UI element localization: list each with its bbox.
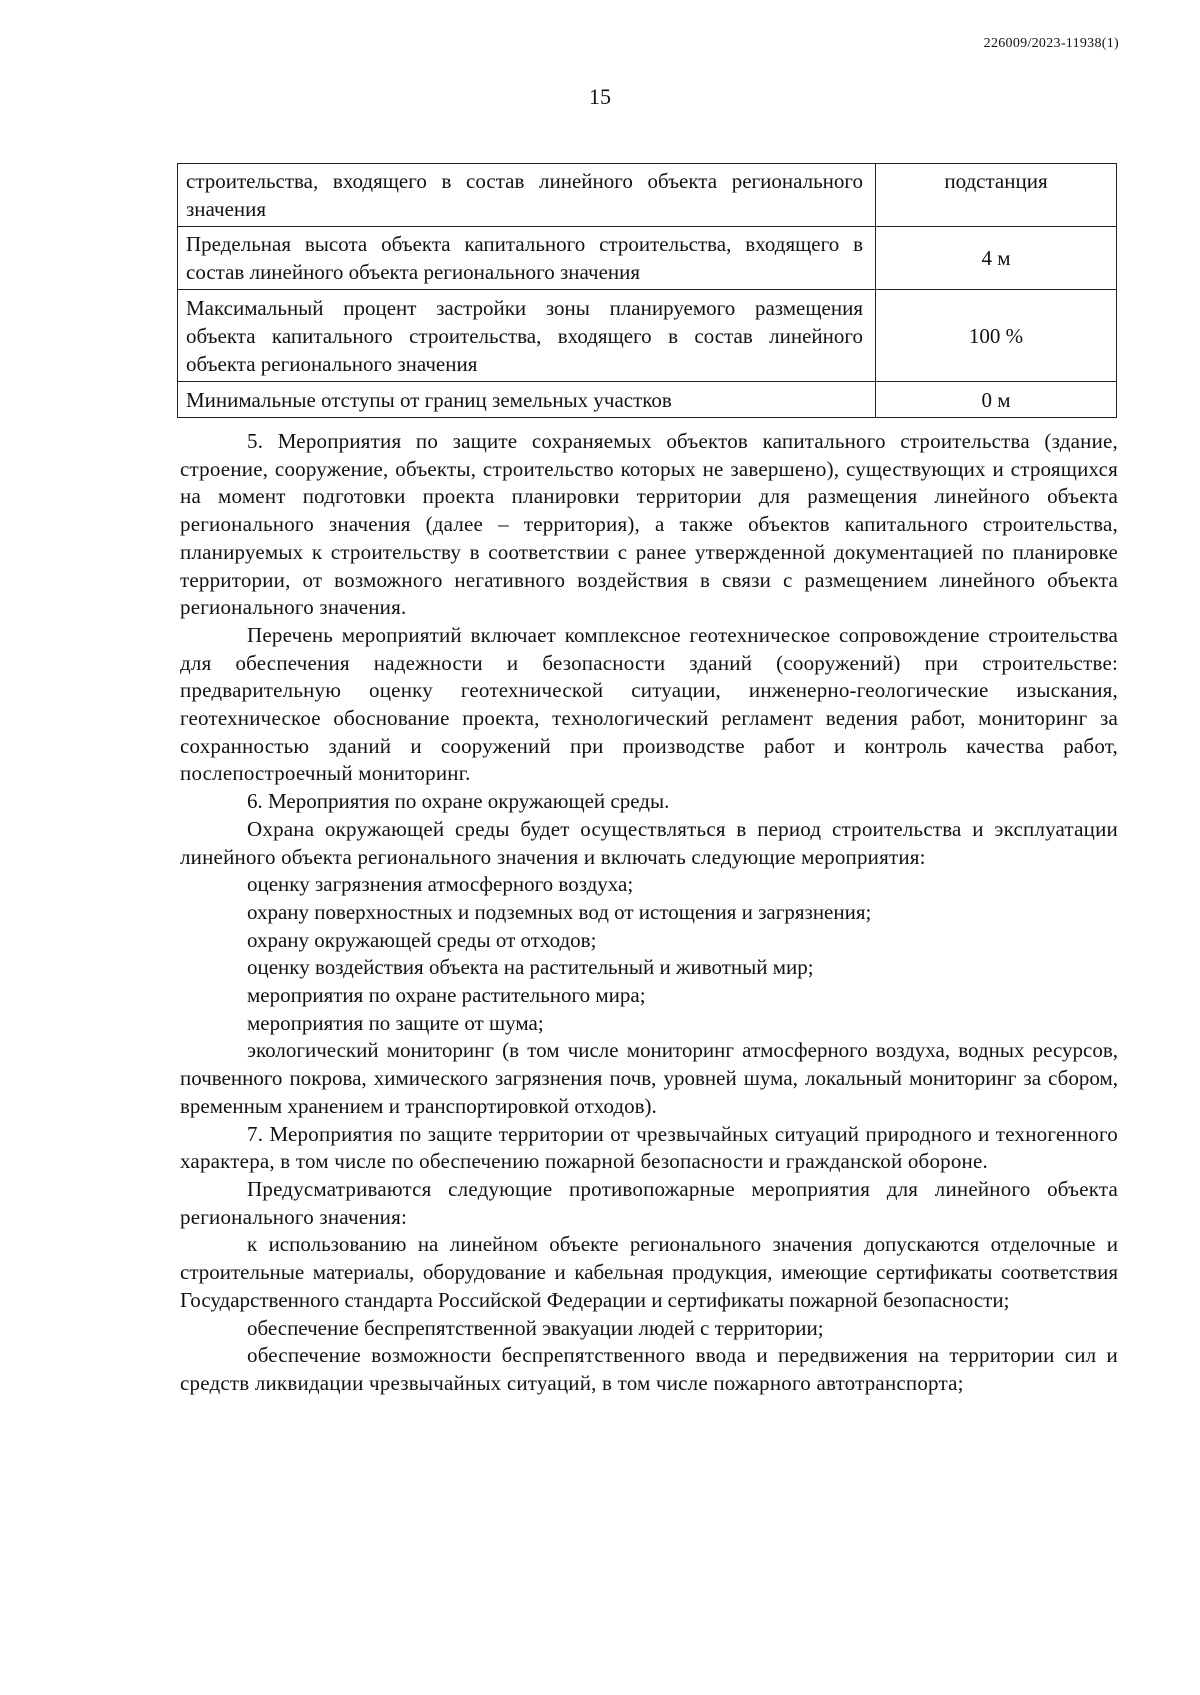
table-row [178, 382, 1117, 418]
table-cell-value: подстанция [876, 164, 1117, 227]
document-body [180, 428, 1118, 1398]
list-item: оценку воздействия объекта на растительный и животный мир; [247, 955, 814, 980]
paragraph-materials-certification: к использованию на линейном объекте регионального значения допускаются отделочные и строительные материалы, оборудование и кабельная продукция, имеющие сертификаты соответствия Государственного стандарта Российской Федерации и сертификаты пожарной безопасности; [180, 1232, 1118, 1312]
table-cell-label: Максимальный процент застройки зоны планируемого размещения объекта капитального строительства, входящего в состав линейного объекта регионального значения [178, 290, 876, 382]
paragraph-emergency-access: обеспечение возможности беспрепятственного ввода и передвижения на территории сил и средств ликвидации чрезвычайных ситуаций, в том числе пожарного автотранспорта; [180, 1343, 1118, 1395]
paragraph-geotech-measures: Перечень мероприятий включает комплексное геотехническое сопровождение строительства для обеспечения надежности и безопасности зданий (сооружений) при строительстве: предварительную оценку геотехнической ситуации, инженерно-геологические изыскания, геотехническое обоснование проекта, технологический регламент ведения работ, мониторинг за сохранностью зданий и сооружений при производстве работ и контроль качества работ, послепостроечный мониторинг. [180, 622, 1118, 786]
paragraph-environment-protection: Охрана окружающей среды будет осуществляться в период строительства и эксплуатации линейного объекта регионального значения и включать следующие мероприятия: [180, 816, 1118, 869]
parameters-table [177, 163, 1117, 418]
list-item: оценку загрязнения атмосферного воздуха; [247, 872, 634, 897]
table-row [178, 227, 1117, 290]
table-cell-label: строительства, входящего в состав линейного объекта регионального значения [178, 164, 876, 227]
page-number: 15 [589, 84, 611, 109]
table-cell-value: 0 м [876, 382, 1117, 418]
table-cell-label: Предельная высота объекта капитального строительства, входящего в состав линейного объекта регионального значения [178, 227, 876, 290]
list-item: мероприятия по охране растительного мира; [247, 983, 646, 1008]
paragraph-eco-monitoring: экологический мониторинг (в том числе мониторинг атмосферного воздуха, водных ресурсов, почвенного покрова, химического загрязнения почв, уровней шума, локальный мониторинг за сбором, временным хранением и транспортировкой отходов). [180, 1038, 1118, 1118]
table-cell-value: 4 м [876, 227, 1117, 290]
paragraph-evacuation: обеспечение беспрепятственной эвакуации людей с территории; [247, 1315, 824, 1340]
document-id: 226009/2023-11938(1) [983, 36, 1119, 51]
paragraph-fire-measures-intro: Предусматриваются следующие противопожарные мероприятия для линейного объекта регионального значения: [180, 1176, 1118, 1229]
paragraph-section-7: 7. Мероприятия по защите территории от чрезвычайных ситуаций природного и техногенного характера, в том числе по обеспечению пожарной безопасности и гражданской обороне. [180, 1121, 1118, 1174]
paragraph-section-6-heading: 6. Мероприятия по охране окружающей среды. [247, 789, 670, 814]
table-row [178, 164, 1117, 227]
list-item: мероприятия по защите от шума; [247, 1010, 544, 1035]
list-item: охрану окружающей среды от отходов; [247, 927, 597, 952]
paragraph-section-5: 5. Мероприятия по защите сохраняемых объектов капитального строительства (здание, строение, сооружение, объекты, строительство которых не завершено), существующих и строящихся на момент подготовки проекта планировки территории для размещения линейного объекта регионального значения (далее – территория), а также объектов капитального строительства, планируемых к строительству в соответствии с ранее утвержденной документацией по планировке территории, от возможного негативного воздействия в связи с размещением линейного объекта регионального значения. [180, 429, 1118, 620]
list-item: охрану поверхностных и подземных вод от истощения и загрязнения; [247, 899, 872, 924]
table-cell-label: Минимальные отступы от границ земельных участков [178, 382, 876, 418]
table-cell-value: 100 % [876, 290, 1117, 382]
table-row [178, 290, 1117, 382]
